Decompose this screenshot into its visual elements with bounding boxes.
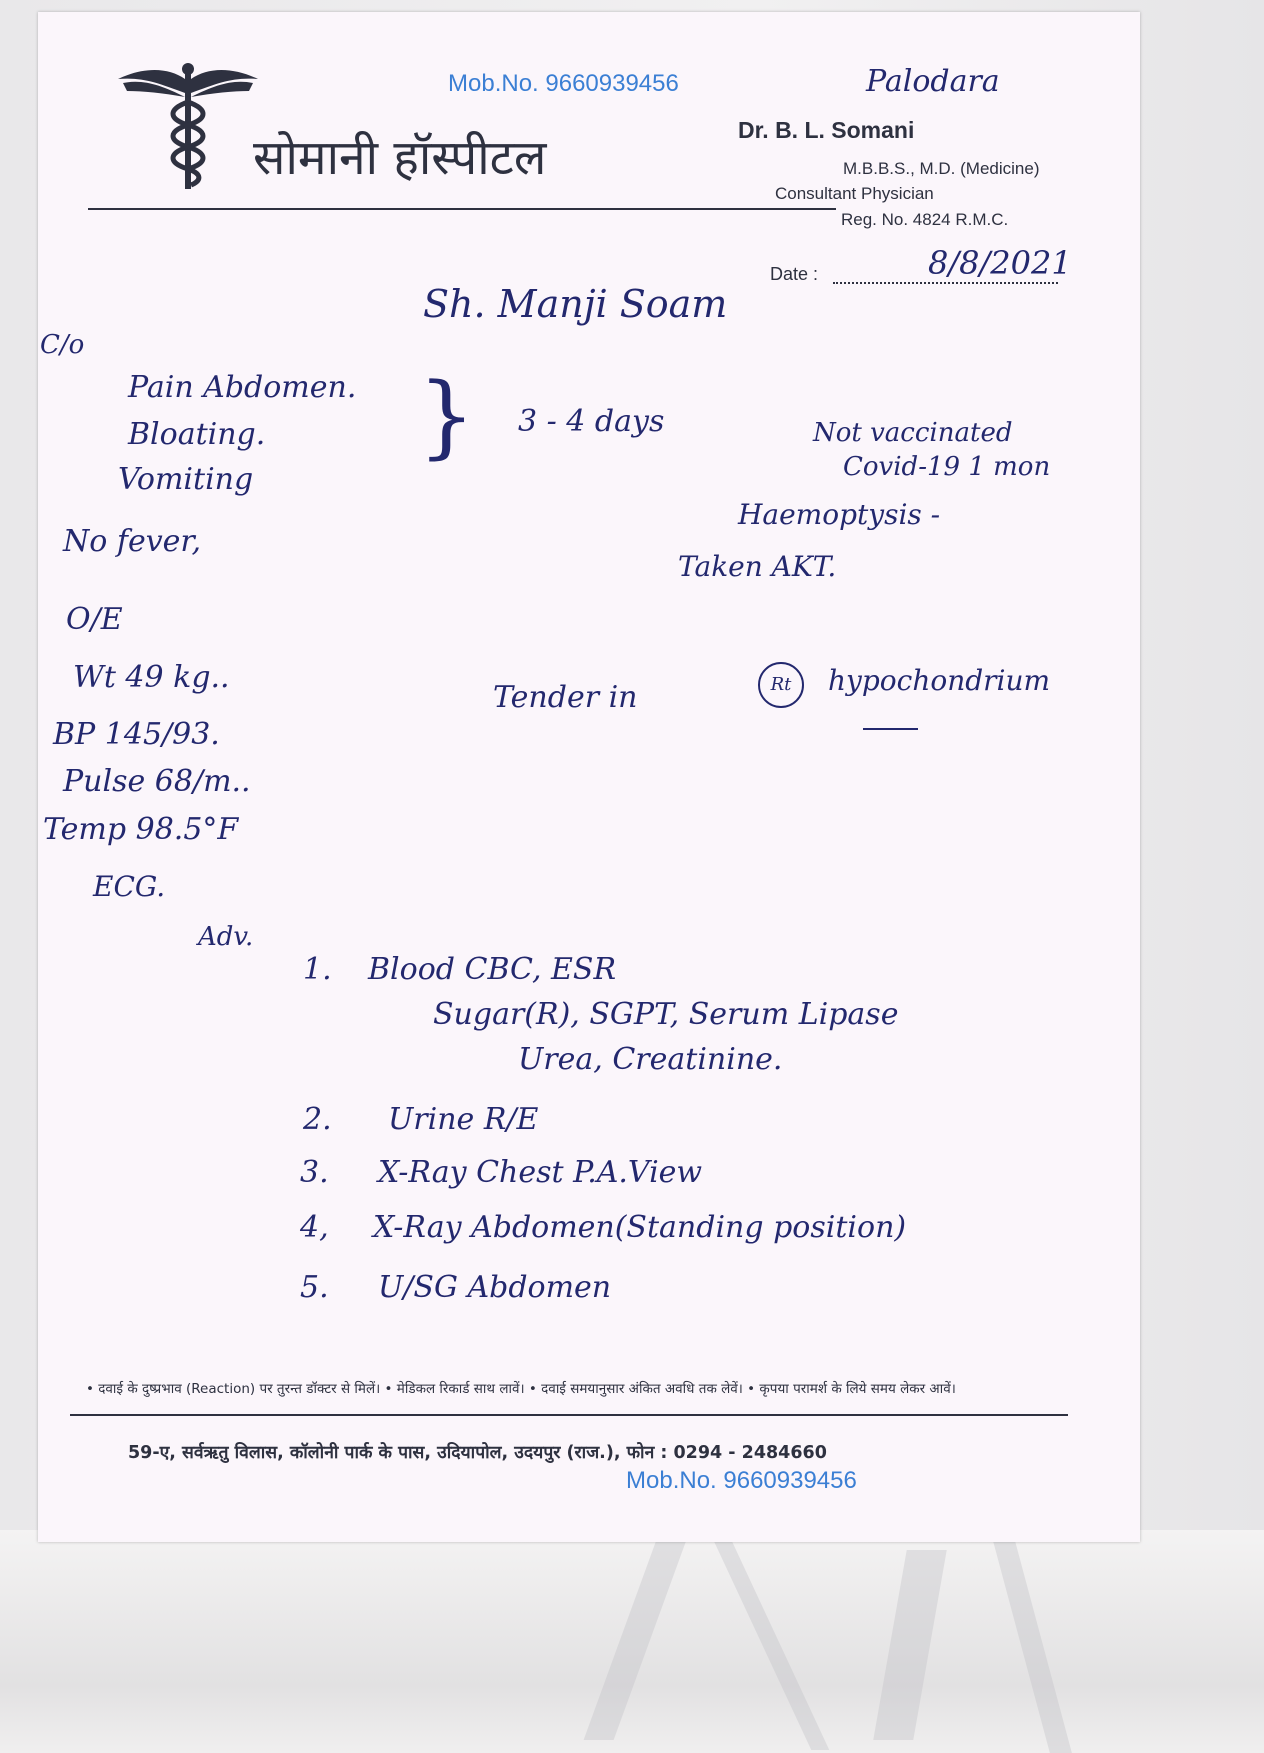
history-note: Covid-19 1 mon (843, 452, 1051, 482)
investigation-line: U/SG Abdomen (378, 1270, 612, 1305)
complaints-label: C/o (40, 330, 85, 360)
ecg-note: ECG. (93, 870, 166, 903)
underline-mark (863, 728, 918, 730)
vital-item: Wt 49 kg.. (73, 660, 230, 695)
date-value: 8/8/2021 (928, 244, 1072, 282)
investigation-number: 1. (303, 952, 332, 987)
complaint-item: Pain Abdomen. (128, 370, 357, 405)
patient-name: Sh. Manji Soam (423, 282, 728, 326)
exam-label: O/E (66, 602, 123, 637)
mobile-number-bottom: Mob.No. 9660939456 (626, 1467, 857, 1494)
vital-item: BP 145/93. (53, 717, 220, 752)
doctor-designation: Consultant Physician (775, 184, 934, 203)
plastic-sleeve (0, 1530, 1264, 1753)
doctor-registration: Reg. No. 4824 R.M.C. (841, 210, 1009, 229)
investigation-line: X-Ray Abdomen(Standing position) (373, 1210, 907, 1245)
investigation-number: 2. (303, 1102, 332, 1137)
header-rule (88, 208, 836, 210)
location-note: Palodara (866, 64, 1000, 99)
tender-note: Tender in (493, 680, 638, 715)
investigation-number: 5. (300, 1270, 329, 1305)
vital-item: Pulse 68/m.. (63, 764, 251, 799)
doctor-qualification: M.B.B.S., M.D. (Medicine) (843, 159, 1040, 178)
tender-region: hypochondrium (828, 664, 1051, 697)
complaint-item: Bloating. (128, 417, 266, 452)
complaint-item: Vomiting (118, 462, 254, 497)
investigation-number: 3. (300, 1155, 329, 1190)
caduceus-logo-icon (113, 57, 263, 197)
no-fever-note: No fever, (63, 524, 201, 559)
hospital-name: सोमानी हॉस्पीटल (253, 130, 547, 186)
footer-instructions: • दवाई के दुष्प्रभाव (Reaction) पर तुरन्त डॉक्टर से मिलें। • मेडिकल रिकार्ड साथ लावें। • दवाई समयानुसार अंकित अवधि तक लेवें। • कृपया परामर्श के लिये समय लेकर आवें। (86, 1381, 956, 1397)
vital-item: Temp 98.5°F (43, 812, 239, 847)
right-side-circle: Rt (758, 662, 804, 708)
history-note: Taken AKT. (678, 550, 837, 583)
footer-rule (70, 1414, 1068, 1416)
investigation-line: Blood CBC, ESR (368, 952, 617, 987)
history-note: Haemoptysis - (738, 498, 941, 531)
investigation-line: X-Ray Chest P.A.View (378, 1155, 703, 1190)
brace-mark: } (418, 364, 476, 469)
date-label: Date : (770, 264, 819, 284)
hospital-address: 59-ए, सर्वऋतु विलास, कॉलोनी पार्क के पास, उदियापोल, उदयपुर (राज.), फोन : 0294 - 2484660 (128, 1443, 827, 1463)
mobile-number-top: Mob.No. 9660939456 (448, 70, 679, 97)
advice-label: Adv. (198, 922, 254, 952)
investigation-number: 4, (300, 1210, 329, 1245)
investigation-line: Urine R/E (388, 1102, 539, 1137)
investigation-line: Sugar(R), SGPT, Serum Lipase (433, 997, 899, 1032)
prescription-sheet (38, 12, 1140, 1542)
complaint-duration: 3 - 4 days (518, 404, 665, 439)
doctor-name: Dr. B. L. Somani (738, 117, 915, 143)
investigation-line: Urea, Creatinine. (518, 1042, 783, 1077)
history-note: Not vaccinated (813, 418, 1013, 448)
